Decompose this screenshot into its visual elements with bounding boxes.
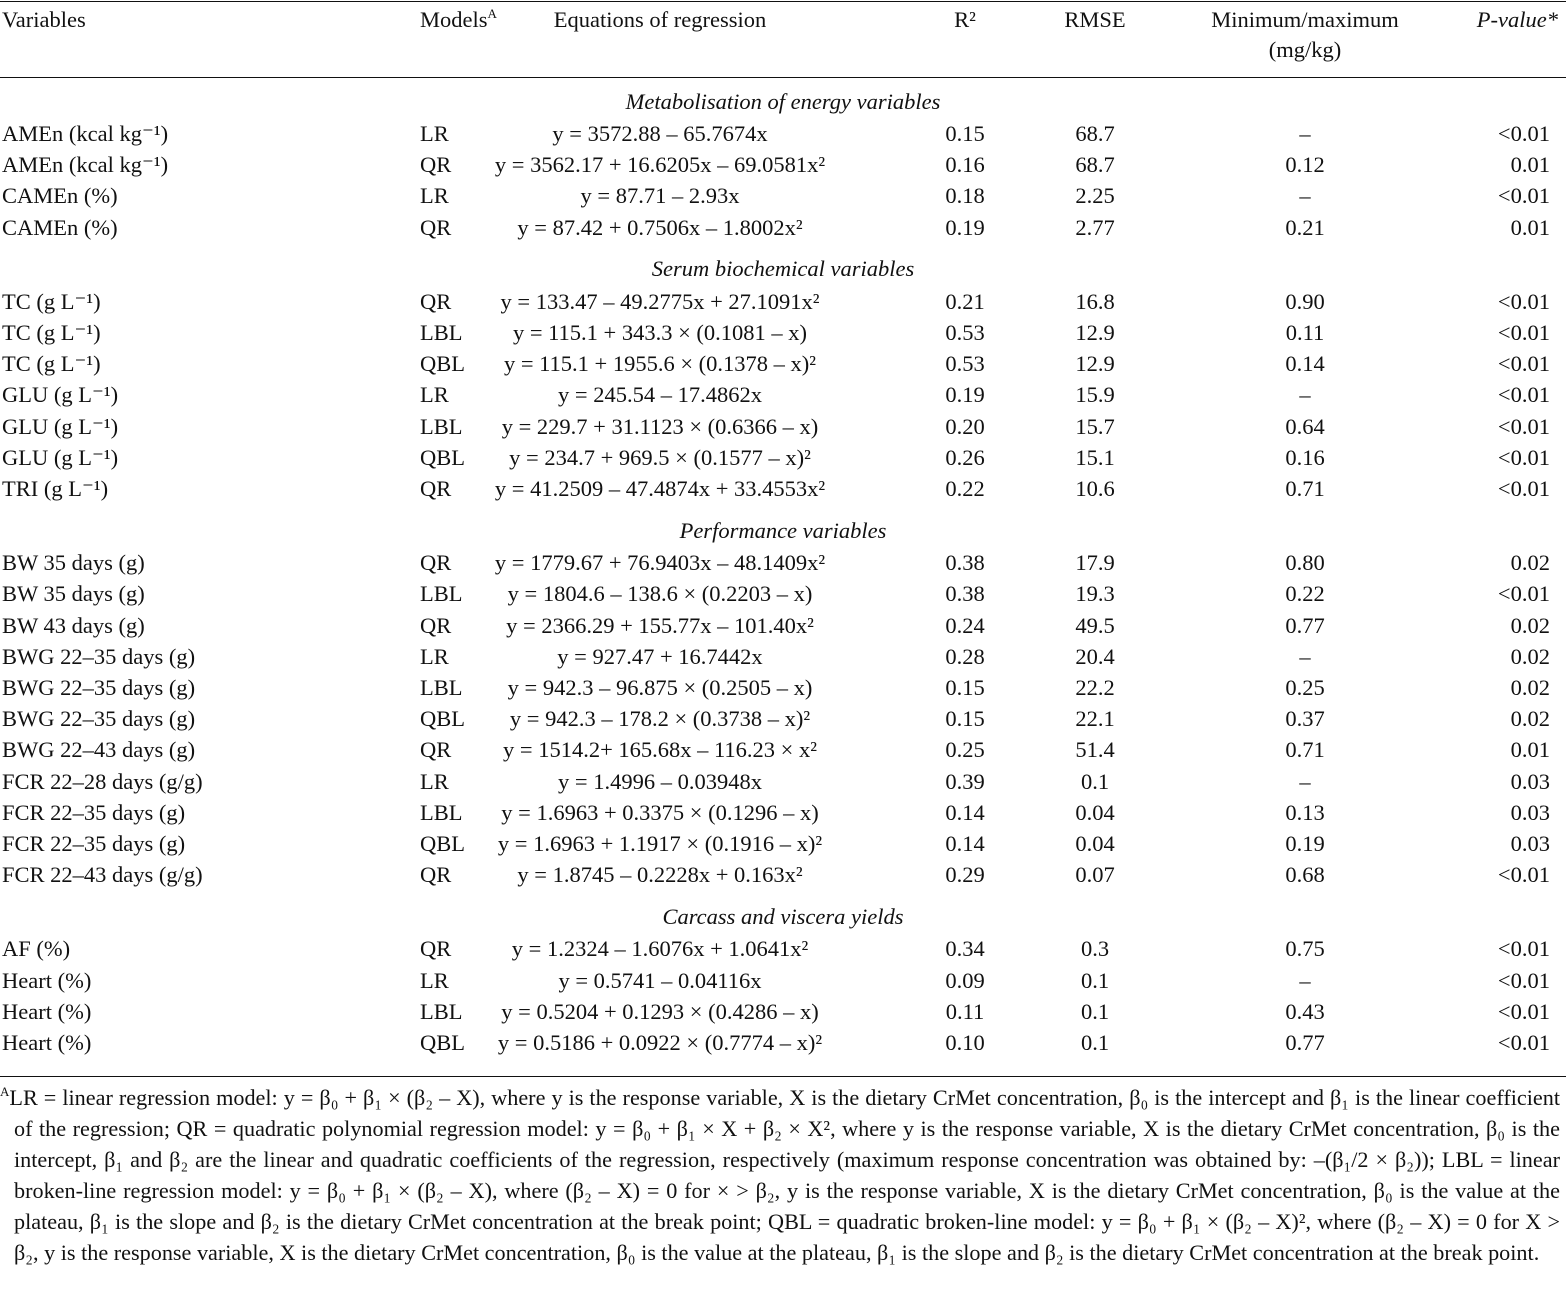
cell-minmax: 0.75 — [1285, 936, 1325, 962]
cell-model: QBL — [420, 351, 465, 377]
cell-rmse: 0.07 — [1075, 862, 1115, 888]
cell-equation: y = 927.47 + 16.7442x — [557, 643, 763, 669]
cell-rmse: 68.7 — [1075, 121, 1115, 146]
cell-rmse: 15.1 — [1075, 444, 1115, 470]
table-row — [0, 286, 1566, 317]
cell-pvalue: <0.01 — [1497, 351, 1550, 377]
header-minmax — [1160, 0, 1440, 77]
cell-rmse: 0.04 — [1075, 831, 1115, 857]
cell-rmse: 16.8 — [1075, 288, 1115, 314]
section-title: Serum biochemical variables — [651, 256, 915, 282]
cell-rmse: 12.9 — [1075, 351, 1115, 377]
cell-r2: 0.19 — [945, 214, 985, 240]
cell-variable: BW 35 days (g) — [2, 581, 145, 607]
cell-model: LR — [420, 643, 449, 669]
cell-equation: y = 133.47 – 49.2775x + 27.1091x² — [500, 288, 820, 314]
cell-pvalue: 0.02 — [1510, 550, 1550, 576]
cell-model: QBL — [420, 831, 465, 857]
table-header — [0, 0, 1566, 77]
cell-minmax: – — [1299, 967, 1311, 993]
cell-pvalue: <0.01 — [1497, 121, 1550, 146]
cell-minmax: 0.64 — [1285, 413, 1325, 439]
cell-equation: y = 1.6963 + 0.3375 × (0.1296 – x) — [501, 799, 819, 825]
cell-pvalue: <0.01 — [1497, 581, 1550, 607]
table-row — [0, 180, 1566, 211]
cell-r2: 0.20 — [945, 413, 985, 439]
cell-variable: BWG 22–35 days (g) — [2, 675, 196, 701]
header-models-label: Models — [420, 7, 488, 32]
table-row — [0, 965, 1566, 996]
cell-minmax: 0.11 — [1285, 320, 1325, 346]
cell-variable: GLU (g L⁻¹) — [2, 444, 119, 470]
cell-equation: y = 1.6963 + 1.1917 × (0.1916 – x)² — [497, 831, 823, 857]
cell-rmse: 0.04 — [1075, 799, 1115, 825]
table-body — [0, 77, 1566, 1058]
cell-r2: 0.53 — [945, 351, 985, 377]
cell-equation: y = 1514.2+ 165.68x – 116.23 × x² — [503, 737, 817, 763]
table-row — [0, 703, 1566, 734]
cell-model: QR — [420, 737, 452, 763]
cell-variable: GLU (g L⁻¹) — [2, 382, 119, 408]
cell-rmse: 68.7 — [1075, 152, 1115, 178]
cell-equation: y = 2366.29 + 155.77x – 101.40x² — [506, 612, 814, 638]
table-row — [0, 641, 1566, 672]
cell-model: LR — [420, 382, 449, 408]
cell-rmse: 0.1 — [1080, 1030, 1110, 1056]
cell-rmse: 0.1 — [1080, 998, 1110, 1024]
table-row — [0, 379, 1566, 410]
cell-equation: y = 3572.88 – 65.7674x — [552, 121, 768, 146]
cell-rmse: 10.6 — [1075, 476, 1115, 502]
cell-equation: y = 1.8745 – 0.2228x + 0.163x² — [517, 862, 803, 888]
cell-variable: FCR 22–35 days (g) — [2, 831, 186, 857]
table-row — [0, 996, 1566, 1027]
cell-minmax: – — [1299, 768, 1311, 794]
cell-pvalue: <0.01 — [1497, 476, 1550, 502]
section-header-row — [0, 890, 1566, 933]
cell-variable: CAMEn (%) — [2, 214, 118, 240]
cell-r2: 0.18 — [945, 183, 985, 209]
table-row — [0, 473, 1566, 504]
cell-minmax: 0.21 — [1285, 214, 1325, 240]
cell-pvalue: <0.01 — [1497, 413, 1550, 439]
header-minmax-line1: Minimum/maximum — [1211, 7, 1399, 32]
cell-equation: y = 115.1 + 1955.6 × (0.1378 – x)² — [503, 351, 817, 377]
header-models — [250, 0, 497, 77]
cell-model: LR — [420, 967, 449, 993]
cell-pvalue: 0.01 — [1510, 152, 1550, 178]
cell-variable: BW 43 days (g) — [2, 612, 145, 638]
section-title: Performance variables — [679, 517, 887, 543]
cell-rmse: 20.4 — [1075, 643, 1115, 669]
cell-variable: GLU (g L⁻¹) — [2, 413, 119, 439]
cell-minmax: 0.68 — [1285, 862, 1325, 888]
cell-r2: 0.38 — [945, 581, 985, 607]
cell-minmax: 0.37 — [1285, 706, 1325, 732]
cell-model: QBL — [420, 1030, 465, 1056]
header-pvalue — [1440, 0, 1566, 77]
cell-r2: 0.11 — [945, 998, 985, 1024]
cell-equation: y = 3562.17 + 16.6205x – 69.0581x² — [494, 152, 826, 178]
cell-rmse: 51.4 — [1075, 737, 1115, 763]
cell-pvalue: <0.01 — [1497, 936, 1550, 962]
cell-variable: Heart (%) — [2, 1030, 92, 1056]
cell-minmax: 0.25 — [1285, 675, 1325, 701]
cell-model: QR — [420, 476, 452, 502]
header-variables: Variables — [2, 7, 86, 32]
cell-variable: FCR 22–28 days (g/g) — [2, 768, 203, 794]
cell-minmax: – — [1299, 382, 1311, 408]
cell-pvalue: 0.01 — [1510, 214, 1550, 240]
cell-pvalue: 0.02 — [1510, 706, 1550, 732]
cell-rmse: 49.5 — [1075, 612, 1115, 638]
cell-r2: 0.21 — [945, 288, 985, 314]
cell-rmse: 12.9 — [1075, 320, 1115, 346]
cell-r2: 0.39 — [945, 768, 985, 794]
cell-pvalue: <0.01 — [1497, 382, 1550, 408]
cell-variable: TC (g L⁻¹) — [2, 288, 101, 314]
cell-model: QBL — [420, 444, 465, 470]
cell-equation: y = 245.54 – 17.4862x — [558, 382, 762, 408]
cell-model: LBL — [420, 320, 463, 346]
table-row — [0, 610, 1566, 641]
cell-variable: TRI (g L⁻¹) — [2, 476, 109, 502]
cell-r2: 0.14 — [945, 799, 985, 825]
table-footnote — [0, 1082, 1560, 1268]
table-row — [0, 933, 1566, 964]
cell-model: LR — [420, 768, 449, 794]
cell-equation: y = 234.7 + 969.5 × (0.1577 – x)² — [509, 444, 811, 470]
cell-rmse: 0.1 — [1080, 768, 1110, 794]
cell-variable: BW 35 days (g) — [2, 550, 145, 576]
cell-variable: FCR 22–35 days (g) — [2, 799, 186, 825]
cell-rmse: 22.1 — [1075, 706, 1115, 732]
cell-rmse: 0.1 — [1080, 967, 1110, 993]
cell-rmse: 17.9 — [1075, 550, 1115, 576]
cell-r2: 0.29 — [945, 862, 985, 888]
cell-pvalue: 0.03 — [1510, 831, 1550, 857]
cell-r2: 0.28 — [945, 643, 985, 669]
cell-equation: y = 229.7 + 31.1123 × (0.6366 – x) — [501, 413, 819, 439]
cell-r2: 0.25 — [945, 737, 985, 763]
cell-r2: 0.34 — [945, 936, 985, 962]
cell-r2: 0.24 — [945, 612, 985, 638]
section-title: Metabolisation of energy variables — [625, 88, 941, 114]
cell-minmax: 0.16 — [1285, 444, 1325, 470]
cell-rmse: 19.3 — [1075, 581, 1115, 607]
table-row — [0, 118, 1566, 149]
cell-minmax: 0.90 — [1285, 288, 1325, 314]
cell-model: LBL — [420, 998, 463, 1024]
cell-minmax: 0.71 — [1285, 476, 1325, 502]
cell-equation: y = 87.71 – 2.93x — [580, 183, 740, 209]
cell-model: LBL — [420, 799, 463, 825]
cell-variable: TC (g L⁻¹) — [2, 351, 101, 377]
table-row — [0, 797, 1566, 828]
cell-minmax: – — [1299, 183, 1311, 209]
cell-r2: 0.22 — [945, 476, 985, 502]
section-header-row — [0, 243, 1566, 286]
cell-model: QR — [420, 862, 452, 888]
cell-minmax: 0.80 — [1285, 550, 1325, 576]
cell-minmax: – — [1299, 121, 1311, 146]
table-row — [0, 734, 1566, 765]
cell-pvalue: 0.02 — [1510, 612, 1550, 638]
cell-r2: 0.16 — [945, 152, 985, 178]
cell-r2: 0.26 — [945, 444, 985, 470]
cell-rmse: 2.25 — [1075, 183, 1115, 209]
cell-pvalue: <0.01 — [1497, 183, 1550, 209]
cell-equation: y = 942.3 – 96.875 × (0.2505 – x) — [507, 675, 813, 701]
cell-variable: Heart (%) — [2, 967, 92, 993]
cell-variable: FCR 22–43 days (g/g) — [2, 862, 203, 888]
table-row — [0, 212, 1566, 243]
cell-rmse: 15.9 — [1075, 382, 1115, 408]
table-row — [0, 317, 1566, 348]
table-row — [0, 149, 1566, 180]
cell-model: LBL — [420, 413, 463, 439]
table-row — [0, 547, 1566, 578]
cell-rmse: 22.2 — [1075, 675, 1115, 701]
table-row — [0, 1027, 1566, 1058]
cell-equation: y = 1804.6 – 138.6 × (0.2203 – x) — [507, 581, 813, 607]
footnote-marker: A — [0, 1084, 10, 1099]
section-header-row — [0, 504, 1566, 547]
table-row — [0, 411, 1566, 442]
cell-model: QBL — [420, 706, 465, 732]
cell-variable: BWG 22–43 days (g) — [2, 737, 196, 763]
cell-pvalue: 0.02 — [1510, 643, 1550, 669]
table-bottom-rule — [0, 1076, 1566, 1077]
cell-r2: 0.15 — [945, 121, 985, 146]
cell-pvalue: <0.01 — [1497, 967, 1550, 993]
cell-variable: Heart (%) — [2, 998, 92, 1024]
cell-model: LR — [420, 121, 449, 146]
cell-equation: y = 1.2324 – 1.6076x + 1.0641x² — [511, 936, 809, 962]
cell-r2: 0.10 — [945, 1030, 985, 1056]
cell-pvalue: <0.01 — [1497, 862, 1550, 888]
header-pvalue-label: P-value* — [1476, 7, 1558, 32]
cell-equation: y = 0.5741 – 0.04116x — [558, 967, 762, 993]
cell-r2: 0.53 — [945, 320, 985, 346]
cell-variable: TC (g L⁻¹) — [2, 320, 101, 346]
cell-pvalue: <0.01 — [1497, 1030, 1550, 1056]
cell-rmse: 0.3 — [1080, 936, 1110, 962]
header-rmse: RMSE — [1064, 7, 1126, 32]
cell-model: QR — [420, 214, 452, 240]
cell-variable: AMEn (kcal kg⁻¹) — [2, 152, 169, 178]
header-equations: Equations of regression — [553, 7, 767, 32]
cell-model: LBL — [420, 581, 463, 607]
cell-equation: y = 1779.67 + 76.9403x – 48.1409x² — [494, 550, 826, 576]
table-row — [0, 828, 1566, 859]
cell-equation: y = 87.42 + 0.7506x – 1.8002x² — [517, 214, 803, 240]
section-title: Carcass and viscera yields — [662, 903, 904, 929]
table-row — [0, 859, 1566, 890]
table-row — [0, 578, 1566, 609]
cell-pvalue: <0.01 — [1497, 444, 1550, 470]
cell-equation: y = 0.5186 + 0.0922 × (0.7774 – x)² — [497, 1030, 823, 1056]
table-row — [0, 672, 1566, 703]
footnote-text: LR = linear regression model: y = β₀ + β₁ × (β₂ – X), where y is the response variable, X is the dietary CrMet concentration, β₀ is the intercept and β₁ is the linear coefficient of the regression; QR = quadratic polynomial regression model: y = β₀ + β₁ × X + β₂ × X², where y is the response variable, X is the dietary CrMet concentration, β₀ is the intercept, β₁ and β₂ are the linear and quadratic coefficients of the regression, respectively (maximum response concentration was obtained by: –(β₁/2 × β₂)); LBL = linear broken-line regression model: y = β₀ + β₁ × (β₂ – X), where (β₂ – X) = 0 for × > β₂, y is the response variable, X is the dietary CrMet concentration, β₀ is the value at the plateau, β₁ is the slope and β₂ is the dietary CrMet concentration at the break point; QBL = quadratic broken-line model: y = β₀ + β₁ × (β₂ – X)², where (β₂ – X) = 0 for X > β₂, y is the response variable, X is the dietary CrMet concentration, β₀ is the value at the plateau, β₁ is the slope and β₂ is the dietary CrMet concentration at the break point. — [9, 1085, 1560, 1265]
cell-r2: 0.38 — [945, 550, 985, 576]
cell-model: LR — [420, 183, 449, 209]
cell-minmax: 0.19 — [1285, 831, 1325, 857]
cell-r2: 0.15 — [945, 675, 985, 701]
cell-r2: 0.19 — [945, 382, 985, 408]
cell-pvalue: <0.01 — [1497, 288, 1550, 314]
cell-equation: y = 942.3 – 178.2 × (0.3738 – x)² — [509, 706, 811, 732]
cell-minmax: 0.13 — [1285, 799, 1325, 825]
footnote-paragraph — [0, 1082, 1560, 1268]
cell-variable: AF (%) — [2, 936, 71, 962]
cell-pvalue: 0.02 — [1510, 675, 1550, 701]
cell-minmax: 0.22 — [1285, 581, 1325, 607]
cell-minmax: 0.77 — [1285, 612, 1325, 638]
cell-model: QR — [420, 550, 452, 576]
cell-r2: 0.09 — [945, 967, 985, 993]
header-models-footnote-mark: A — [487, 6, 497, 21]
cell-r2: 0.14 — [945, 831, 985, 857]
cell-minmax: 0.43 — [1285, 998, 1325, 1024]
cell-variable: CAMEn (%) — [2, 183, 118, 209]
header-row — [0, 0, 1566, 77]
cell-minmax: 0.14 — [1285, 351, 1325, 377]
cell-pvalue: <0.01 — [1497, 998, 1550, 1024]
cell-minmax: 0.77 — [1285, 1030, 1325, 1056]
cell-minmax: 0.12 — [1285, 152, 1325, 178]
cell-equation: y = 0.5204 + 0.1293 × (0.4286 – x) — [501, 998, 819, 1024]
table-row — [0, 766, 1566, 797]
section-header-row — [0, 77, 1566, 118]
cell-variable: BWG 22–35 days (g) — [2, 706, 196, 732]
cell-equation: y = 41.2509 – 47.4874x + 33.4553x² — [494, 476, 826, 502]
table-row — [0, 442, 1566, 473]
cell-model: QR — [420, 288, 452, 314]
table-row — [0, 348, 1566, 379]
cell-pvalue: <0.01 — [1497, 320, 1550, 346]
header-r2: R² — [954, 7, 976, 32]
cell-model: QR — [420, 612, 452, 638]
cell-equation: y = 1.4996 – 0.03948x — [558, 768, 762, 794]
cell-variable: BWG 22–35 days (g) — [2, 643, 196, 669]
cell-rmse: 15.7 — [1075, 413, 1115, 439]
cell-minmax: – — [1299, 643, 1311, 669]
cell-model: QR — [420, 936, 452, 962]
cell-minmax: 0.71 — [1285, 737, 1325, 763]
cell-model: QR — [420, 152, 452, 178]
cell-model: LBL — [420, 675, 463, 701]
cell-pvalue: 0.01 — [1510, 737, 1550, 763]
cell-r2: 0.15 — [945, 706, 985, 732]
cell-pvalue: 0.03 — [1510, 799, 1550, 825]
cell-equation: y = 115.1 + 343.3 × (0.1081 – x) — [512, 320, 808, 346]
cell-variable: AMEn (kcal kg⁻¹) — [2, 121, 169, 146]
header-minmax-line2: (mg/kg) — [1268, 37, 1342, 62]
cell-pvalue: 0.03 — [1510, 768, 1550, 794]
cell-rmse: 2.77 — [1075, 214, 1115, 240]
